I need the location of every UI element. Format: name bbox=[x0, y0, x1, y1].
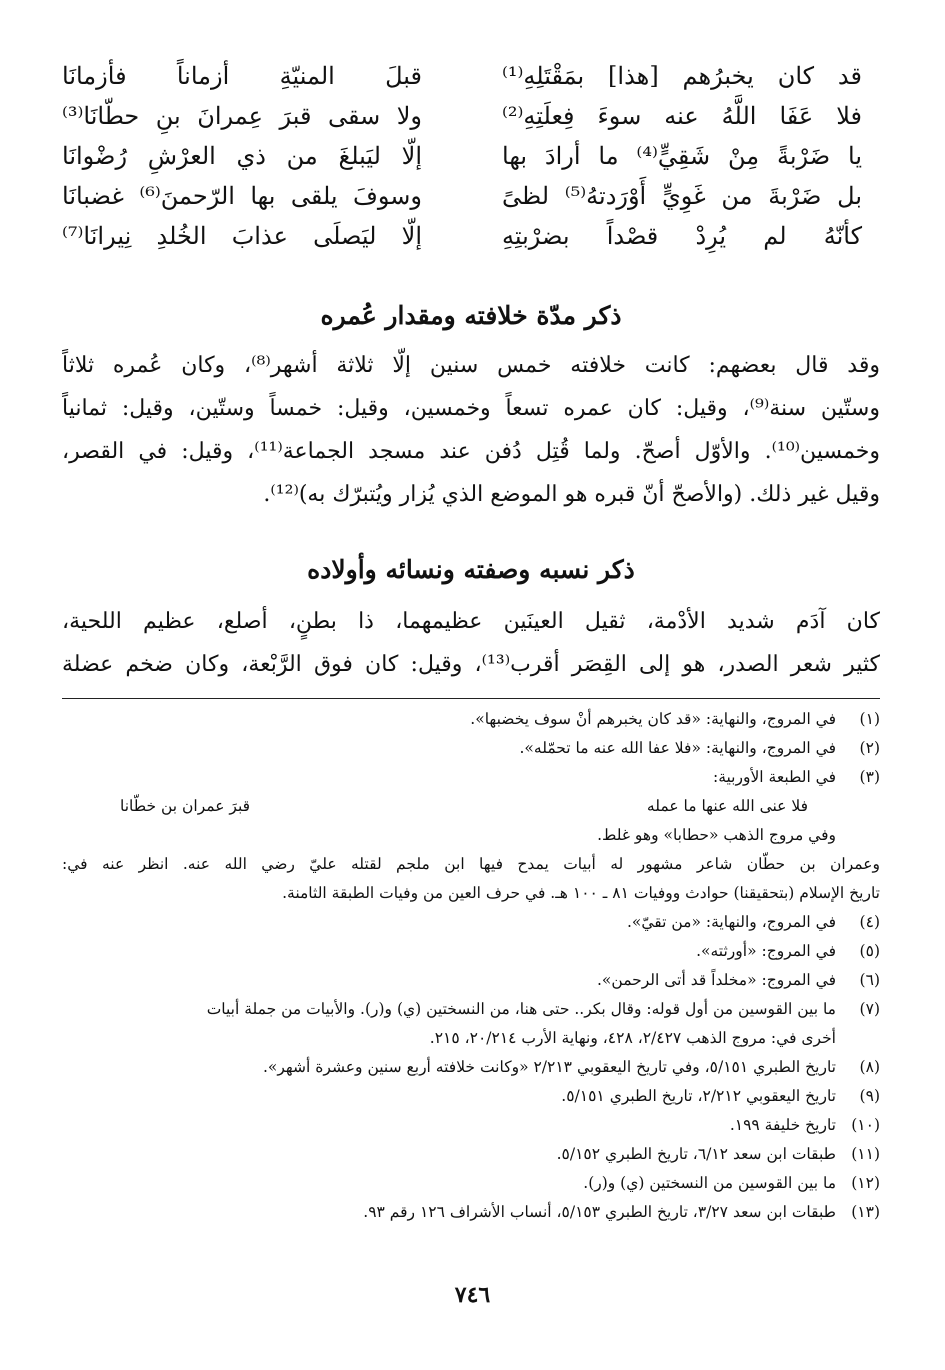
verse-second-hemistich: قبلَ المنيّةِ أزماناً فأزمانَا bbox=[62, 62, 422, 90]
verse-second-hemistich: ولا سقى قبرَ عِمرانَ بنِ حطّانَا⁽³⁾ bbox=[62, 102, 422, 130]
footnote bbox=[62, 937, 880, 966]
poem-verse bbox=[62, 96, 880, 136]
footnote-number: (٩) bbox=[859, 1087, 880, 1105]
footnote-number: (١١) bbox=[851, 1145, 880, 1163]
footnote bbox=[62, 995, 880, 1024]
footnote-text: تاريخ اليعقوبي ٢/٢١٢، تاريخ الطبري ٥/١٥١. bbox=[561, 1087, 836, 1105]
footnote-number: (٧) bbox=[859, 1000, 880, 1018]
book-page bbox=[62, 56, 880, 1227]
paragraph-line: وستّين سنة⁽⁹⁾، وقيل: كان عمره تسعاً وخمسين، وقيل: خمساً وستّين، وقيل: ثمانياً bbox=[62, 396, 880, 421]
footnote-number: (٢) bbox=[859, 739, 880, 757]
page-number: ٧٤٦ bbox=[454, 1282, 491, 1308]
footnotes bbox=[62, 705, 880, 1227]
paragraph-line: كان آدَم شديد الأدْمة، ثقيل العينَين عظيمهما، ذا بطنٍ، أصلع، عظيم اللحية، bbox=[62, 609, 880, 634]
section-heading: ذكر مدّة خلافته ومقدار عُمره bbox=[320, 301, 622, 330]
footnote-text: في الطبعة الأوربية: bbox=[712, 768, 836, 786]
footnote bbox=[62, 1198, 880, 1227]
footnote-number: (٦) bbox=[859, 971, 880, 989]
footnote bbox=[62, 1169, 880, 1198]
footnote-number: (١٢) bbox=[851, 1174, 880, 1192]
footnote bbox=[62, 734, 880, 763]
footnote bbox=[62, 966, 880, 995]
footnote-text: ما بين القوسين من أول قوله: وقال بكر.. حتى هنا، من النسختين (ي) و(ر). والأبيات من جملة أبيات bbox=[206, 1000, 836, 1018]
verse-first-hemistich: كأنّهُ لم يُرِدْ قصْداً بضرْبتِهِ bbox=[502, 222, 862, 250]
footnote bbox=[62, 705, 880, 734]
footnote-text: ما بين القوسين من النسختين (ي) و(ر). bbox=[583, 1174, 836, 1192]
verse-second-hemistich: إلّا ليَبلغَ من ذي العرْشِ رُضْوانَا bbox=[62, 142, 422, 170]
footnote-number: (٣) bbox=[859, 768, 880, 786]
poem-verse bbox=[62, 136, 880, 176]
footnote-text: تاريخ خليفة ١٩٩. bbox=[729, 1116, 836, 1134]
footnote-number: (١) bbox=[859, 710, 880, 728]
verse-first-hemistich: يا ضَرْبةً مِنْ شَقِيٍّ⁽⁴⁾ ما أرادَ بها bbox=[502, 142, 862, 170]
footnote-text: في المروج، والنهاية: «فلا عفا الله عنه ما تحمّله». bbox=[519, 739, 836, 757]
footnote-number: (٨) bbox=[859, 1058, 880, 1076]
footnote-divider bbox=[62, 698, 880, 699]
verse-first-hemistich: قد كان يخبرُهم [هذا] بمَقْتَلِهِ⁽¹⁾ bbox=[502, 62, 862, 90]
footnote-text: في المروج، والنهاية: «من تقيّ». bbox=[626, 913, 836, 931]
footnote bbox=[62, 1111, 880, 1140]
footnote-verse bbox=[62, 792, 880, 821]
footnote bbox=[62, 908, 880, 937]
section-paragraph bbox=[62, 344, 880, 516]
poem-verse bbox=[62, 216, 880, 256]
footnote-continuation: أخرى في: مروج الذهب ٢/٤٢٧، ٤٢٨، ونهاية الأرب ٢٠/٢١٤، ٢١٥. bbox=[429, 1029, 836, 1047]
footnote-text: تاريخ الطبري ٥/١٥١، وفي تاريخ اليعقوبي ٢/٢١٣ «وكانت خلافته أربع سنين وعشرة أشهر». bbox=[262, 1058, 836, 1076]
footnote-comment-line: وعمران بن حطّان شاعر مشهور له أبيات يمدح فيها ابن ملجم لقتله عليّ رضي الله عنه. انظر عنه في: bbox=[62, 855, 880, 873]
section-paragraph bbox=[62, 600, 880, 686]
footnote-text: طبقات ابن سعد ٣/٢٧، تاريخ الطبري ٥/١٥٣، أنساب الأشراف ١٢٦ رقم ٩٣. bbox=[363, 1203, 836, 1221]
verse-second-hemistich: وسوفَ يلقى بها الرّحمنَ⁽⁶⁾ غضبانَا bbox=[62, 182, 422, 210]
paragraph-line: كثير شعر الصدر، هو إلى القِصَر أقرب⁽¹³⁾، وقيل: كان فوق الرَّبْعة، وكان ضخم عضلة bbox=[62, 652, 880, 677]
paragraph-line: وقد قال بعضهم: كانت خلافته خمس سنين إلّا ثلاثة أشهر⁽⁸⁾، وكان عُمره ثلاثاً bbox=[62, 353, 880, 378]
footnote-text: طبقات ابن سعد ٦/١٢، تاريخ الطبري ٥/١٥٢. bbox=[556, 1145, 836, 1163]
footnote-continuation: وفي مروج الذهب «حطابا» وهو غلط. bbox=[597, 826, 836, 844]
section-heading: ذكر نسبه وصفته ونسائه وأولاده bbox=[307, 555, 635, 584]
footnote-verse-second: قبرَ عمران بن خطّانا bbox=[120, 797, 251, 815]
footnote-comment bbox=[62, 850, 880, 908]
footnote-number: (٥) bbox=[859, 942, 880, 960]
footnote-number: (١٣) bbox=[851, 1203, 880, 1221]
footnote bbox=[62, 1053, 880, 1082]
poem-verse bbox=[62, 56, 880, 96]
footnote-number: (٤) bbox=[859, 913, 880, 931]
verse-first-hemistich: بل ضَرْبةَ من غَوِيٍّ أَوْرَدتهُ⁽⁵⁾ لظىً bbox=[502, 182, 862, 210]
paragraph-line: وقيل غير ذلك. (والأصحّ أنّ قبره هو الموضع الذي يُزار ويُتبرّك به)⁽¹²⁾. bbox=[263, 482, 880, 507]
footnote-text: في المروج: «مخلداً قد أتى الرحمن». bbox=[596, 971, 836, 989]
footnote bbox=[62, 1082, 880, 1111]
footnote-number: (١٠) bbox=[851, 1116, 880, 1134]
footnote bbox=[62, 1140, 880, 1169]
poem bbox=[62, 56, 880, 256]
verse-first-hemistich: فلا عَفَا اللَّهُ عنه سوءَ فِعلَتِهِ⁽²⁾ bbox=[502, 102, 862, 130]
footnote-text: في المروج: «أورثته». bbox=[696, 942, 836, 960]
footnote-text: في المروج، والنهاية: «قد كان يخبرهم أنْ سوف يخضبها». bbox=[470, 710, 836, 728]
verse-second-hemistich: إلّا ليَصلَى عذابَ الخُلدِ نِيرانَا⁽⁷⁾ bbox=[62, 222, 422, 250]
footnote-comment-line: تاريخ الإسلام (بتحقيقنا) حوادث ووفيات ٨١ ـ ١٠٠ هـ. في حرف العين من وفيات الطبقة الثامنة. bbox=[282, 884, 880, 902]
paragraph-line: وخمسين⁽¹⁰⁾. والأوّل أصحّ. ولما قُتِل دُفن عند مسجد الجماعة⁽¹¹⁾، وقيل: في القصر، bbox=[62, 439, 880, 464]
poem-verse bbox=[62, 176, 880, 216]
footnote bbox=[62, 763, 880, 792]
footnote-verse-first: فلا عنى الله عنها ما عمله bbox=[646, 797, 808, 815]
